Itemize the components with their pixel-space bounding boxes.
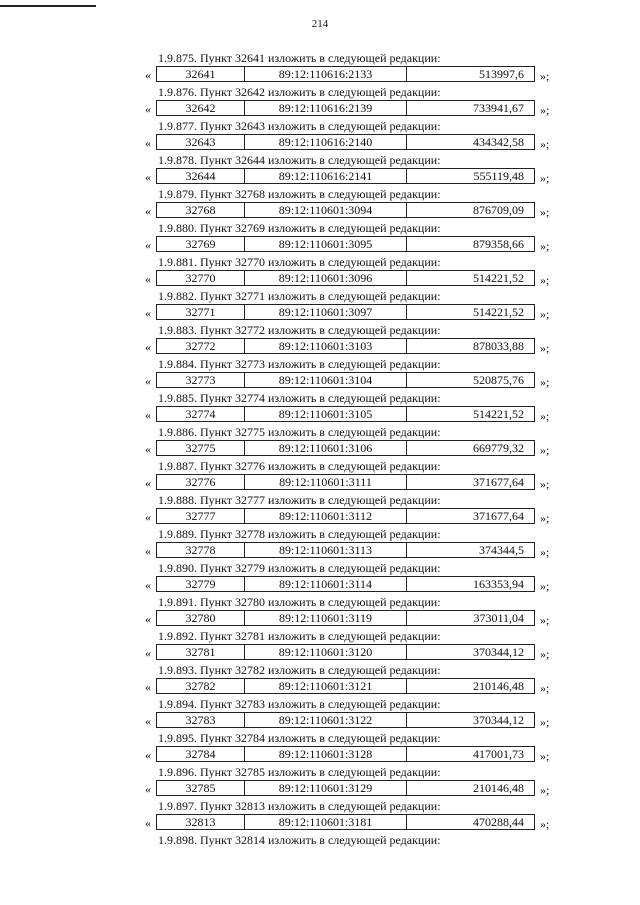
closing-quote: »;	[540, 307, 550, 321]
amendment-heading: 1.9.888. Пункт 32777 изложить в следующей редакции:	[158, 493, 441, 507]
item-number-cell: 32813	[157, 815, 245, 829]
opening-quote: «	[145, 170, 151, 184]
amendment-table-row	[156, 440, 535, 456]
amendment-entry	[0, 696, 640, 730]
cadastral-value-cell: 470288,44	[473, 815, 524, 829]
amendment-table-row	[156, 100, 535, 116]
cadastral-value-cell: 417001,73	[473, 747, 524, 761]
closing-quote: »;	[540, 239, 550, 253]
opening-quote: «	[145, 442, 151, 456]
cadastral-value-cell: 513997,6	[479, 67, 524, 81]
item-number-cell: 32644	[157, 169, 245, 183]
amendment-row	[0, 406, 640, 424]
closing-quote: »;	[540, 477, 550, 491]
amendment-row	[0, 746, 640, 764]
amendment-row	[0, 270, 640, 288]
amendment-heading: 1.9.894. Пункт 32783 изложить в следующей редакции:	[158, 697, 441, 711]
cadastral-number-cell: 89:12:110601:3112	[245, 509, 407, 523]
amendment-table-row	[156, 168, 535, 184]
closing-quote: »;	[540, 647, 550, 661]
amendment-row	[0, 610, 640, 628]
closing-quote: »;	[540, 341, 550, 355]
cadastral-value-cell: 514221,52	[473, 305, 524, 319]
amendment-table-row	[156, 678, 535, 694]
cadastral-number-cell: 89:12:110601:3095	[245, 237, 407, 251]
closing-quote: »;	[540, 171, 550, 185]
opening-quote: «	[145, 136, 151, 150]
amendment-heading: 1.9.896. Пункт 32785 изложить в следующей редакции:	[158, 765, 441, 779]
amendment-row	[0, 202, 640, 220]
amendment-entry	[0, 492, 640, 526]
item-number-cell: 32769	[157, 237, 245, 251]
cadastral-value-cell: 371677,64	[473, 475, 524, 489]
final-heading: 1.9.898. Пункт 32814 изложить в следующей редакции:	[158, 833, 441, 847]
opening-quote: «	[145, 714, 151, 728]
opening-quote: «	[145, 272, 151, 286]
amendment-row	[0, 678, 640, 696]
amendment-heading: 1.9.895. Пункт 32784 изложить в следующей редакции:	[158, 731, 441, 745]
item-number-cell: 32773	[157, 373, 245, 387]
amendment-entry	[0, 764, 640, 798]
amendment-table-row	[156, 746, 535, 762]
amendment-row	[0, 644, 640, 662]
amendment-row	[0, 304, 640, 322]
amendment-entry	[0, 424, 640, 458]
amendment-heading: 1.9.890. Пункт 32779 изложить в следующей редакции:	[158, 561, 441, 575]
amendment-row	[0, 576, 640, 594]
item-number-cell: 32771	[157, 305, 245, 319]
cadastral-value-cell: 733941,67	[473, 101, 524, 115]
amendment-entry	[0, 254, 640, 288]
closing-quote: »;	[540, 681, 550, 695]
amendment-table-row	[156, 134, 535, 150]
closing-quote: »;	[540, 783, 550, 797]
cadastral-value-cell: 210146,48	[473, 679, 524, 693]
opening-quote: «	[145, 646, 151, 660]
header-rule	[0, 0, 96, 7]
item-number-cell: 32643	[157, 135, 245, 149]
amendment-table-row	[156, 712, 535, 728]
amendment-table-row	[156, 304, 535, 320]
cadastral-number-cell: 89:12:110601:3129	[245, 781, 407, 795]
cadastral-value-cell: 374344,5	[479, 543, 524, 557]
cadastral-value-cell: 210146,48	[473, 781, 524, 795]
cadastral-value-cell: 878033,88	[473, 339, 524, 353]
amendment-row	[0, 508, 640, 526]
amendment-heading: 1.9.876. Пункт 32642 изложить в следующей редакции:	[158, 85, 441, 99]
amendment-table-row	[156, 474, 535, 490]
amendment-table-row	[156, 372, 535, 388]
amendment-row	[0, 134, 640, 152]
amendment-heading: 1.9.875. Пункт 32641 изложить в следующей редакции:	[158, 51, 441, 65]
amendment-heading: 1.9.884. Пункт 32773 изложить в следующей редакции:	[158, 357, 441, 371]
amendment-row	[0, 168, 640, 186]
item-number-cell: 32641	[157, 67, 245, 81]
opening-quote: «	[145, 238, 151, 252]
cadastral-value-cell: 373011,04	[473, 611, 524, 625]
amendment-row	[0, 66, 640, 84]
cadastral-number-cell: 89:12:110616:2133	[245, 67, 407, 81]
amendment-row	[0, 440, 640, 458]
amendment-table-row	[156, 576, 535, 592]
cadastral-value-cell: 555119,48	[473, 169, 524, 183]
amendment-entry	[0, 730, 640, 764]
amendment-table-row	[156, 338, 535, 354]
opening-quote: «	[145, 408, 151, 422]
cadastral-value-cell: 370344,12	[473, 645, 524, 659]
opening-quote: «	[145, 340, 151, 354]
amendment-entry	[0, 526, 640, 560]
cadastral-value-cell: 371677,64	[473, 509, 524, 523]
cadastral-value-cell: 514221,52	[473, 407, 524, 421]
amendment-heading: 1.9.877. Пункт 32643 изложить в следующей редакции:	[158, 119, 441, 133]
amendment-entry	[0, 118, 640, 152]
amendment-heading: 1.9.889. Пункт 32778 изложить в следующей редакции:	[158, 527, 441, 541]
page-number: 214	[311, 18, 329, 30]
amendment-row	[0, 474, 640, 492]
cadastral-number-cell: 89:12:110616:2141	[245, 169, 407, 183]
amendment-entry	[0, 288, 640, 322]
amendment-table-row	[156, 780, 535, 796]
amendment-entry	[0, 50, 640, 84]
cadastral-number-cell: 89:12:110601:3119	[245, 611, 407, 625]
cadastral-number-cell: 89:12:110601:3128	[245, 747, 407, 761]
amendment-heading: 1.9.885. Пункт 32774 изложить в следующей редакции:	[158, 391, 441, 405]
amendment-entry	[0, 152, 640, 186]
closing-quote: »;	[540, 103, 550, 117]
item-number-cell: 32642	[157, 101, 245, 115]
item-number-cell: 32772	[157, 339, 245, 353]
closing-quote: »;	[540, 545, 550, 559]
cadastral-value-cell: 514221,52	[473, 271, 524, 285]
closing-quote: »;	[540, 205, 550, 219]
item-number-cell: 32783	[157, 713, 245, 727]
amendment-row	[0, 780, 640, 798]
opening-quote: «	[145, 68, 151, 82]
opening-quote: «	[145, 510, 151, 524]
item-number-cell: 32782	[157, 679, 245, 693]
item-number-cell: 32777	[157, 509, 245, 523]
amendment-table-row	[156, 406, 535, 422]
item-number-cell: 32775	[157, 441, 245, 455]
amendment-heading: 1.9.880. Пункт 32769 изложить в следующей редакции:	[158, 221, 441, 235]
amendment-table-row	[156, 610, 535, 626]
item-number-cell: 32781	[157, 645, 245, 659]
opening-quote: «	[145, 782, 151, 796]
item-number-cell: 32779	[157, 577, 245, 591]
closing-quote: »;	[540, 579, 550, 593]
closing-quote: »;	[540, 511, 550, 525]
cadastral-number-cell: 89:12:110601:3106	[245, 441, 407, 455]
amendment-entry	[0, 390, 640, 424]
cadastral-number-cell: 89:12:110601:3111	[245, 475, 407, 489]
cadastral-number-cell: 89:12:110601:3113	[245, 543, 407, 557]
amendment-row	[0, 542, 640, 560]
closing-quote: »;	[540, 613, 550, 627]
closing-quote: »;	[540, 409, 550, 423]
amendment-entry	[0, 322, 640, 356]
amendment-entry	[0, 186, 640, 220]
item-number-cell: 32770	[157, 271, 245, 285]
opening-quote: «	[145, 612, 151, 626]
opening-quote: «	[145, 816, 151, 830]
amendment-row	[0, 814, 640, 832]
cadastral-number-cell: 89:12:110601:3105	[245, 407, 407, 421]
opening-quote: «	[145, 306, 151, 320]
amendment-row	[0, 236, 640, 254]
closing-quote: »;	[540, 273, 550, 287]
cadastral-number-cell: 89:12:110601:3094	[245, 203, 407, 217]
amendment-table-row	[156, 236, 535, 252]
cadastral-value-cell: 370344,12	[473, 713, 524, 727]
amendment-heading: 1.9.892. Пункт 32781 изложить в следующей редакции:	[158, 629, 441, 643]
cadastral-number-cell: 89:12:110601:3104	[245, 373, 407, 387]
amendment-heading: 1.9.883. Пункт 32772 изложить в следующей редакции:	[158, 323, 441, 337]
amendment-table-row	[156, 644, 535, 660]
opening-quote: «	[145, 374, 151, 388]
amendment-heading: 1.9.893. Пункт 32782 изложить в следующей редакции:	[158, 663, 441, 677]
amendment-entry	[0, 662, 640, 696]
cadastral-number-cell: 89:12:110601:3103	[245, 339, 407, 353]
closing-quote: »;	[540, 69, 550, 83]
cadastral-value-cell: 669779,32	[473, 441, 524, 455]
item-number-cell: 32784	[157, 747, 245, 761]
amendment-entry	[0, 84, 640, 118]
cadastral-value-cell: 434342,58	[473, 135, 524, 149]
amendment-heading: 1.9.886. Пункт 32775 изложить в следующей редакции:	[158, 425, 441, 439]
amendment-heading: 1.9.882. Пункт 32771 изложить в следующей редакции:	[158, 289, 441, 303]
amendment-table-row	[156, 542, 535, 558]
cadastral-value-cell: 879358,66	[473, 237, 524, 251]
cadastral-number-cell: 89:12:110601:3181	[245, 815, 407, 829]
cadastral-number-cell: 89:12:110601:3096	[245, 271, 407, 285]
cadastral-value-cell: 520875,76	[473, 373, 524, 387]
cadastral-value-cell: 163353,94	[473, 577, 524, 591]
closing-quote: »;	[540, 375, 550, 389]
amendment-entry	[0, 458, 640, 492]
amendment-table-row	[156, 270, 535, 286]
amendment-entry	[0, 798, 640, 832]
closing-quote: »;	[540, 817, 550, 831]
opening-quote: «	[145, 102, 151, 116]
amendment-heading: 1.9.878. Пункт 32644 изложить в следующей редакции:	[158, 153, 441, 167]
amendment-row	[0, 372, 640, 390]
amendment-heading: 1.9.887. Пункт 32776 изложить в следующей редакции:	[158, 459, 441, 473]
amendment-table-row	[156, 508, 535, 524]
amendment-row	[0, 338, 640, 356]
opening-quote: «	[145, 476, 151, 490]
cadastral-number-cell: 89:12:110616:2139	[245, 101, 407, 115]
amendment-heading: 1.9.891. Пункт 32780 изложить в следующей редакции:	[158, 595, 441, 609]
opening-quote: «	[145, 680, 151, 694]
item-number-cell: 32776	[157, 475, 245, 489]
amendment-entry	[0, 356, 640, 390]
item-number-cell: 32778	[157, 543, 245, 557]
amendment-heading: 1.9.897. Пункт 32813 изложить в следующей редакции:	[158, 799, 441, 813]
closing-quote: »;	[540, 749, 550, 763]
cadastral-number-cell: 89:12:110616:2140	[245, 135, 407, 149]
closing-quote: »;	[540, 715, 550, 729]
amendment-row	[0, 712, 640, 730]
item-number-cell: 32774	[157, 407, 245, 421]
item-number-cell: 32780	[157, 611, 245, 625]
opening-quote: «	[145, 544, 151, 558]
closing-quote: »;	[540, 137, 550, 151]
amendment-entry	[0, 220, 640, 254]
opening-quote: «	[145, 748, 151, 762]
amendment-row	[0, 100, 640, 118]
amendment-table-row	[156, 814, 535, 830]
amendment-table-row	[156, 66, 535, 82]
opening-quote: «	[145, 204, 151, 218]
amendment-table-row	[156, 202, 535, 218]
cadastral-value-cell: 876709,09	[473, 203, 524, 217]
cadastral-number-cell: 89:12:110601:3122	[245, 713, 407, 727]
closing-quote: »;	[540, 443, 550, 457]
cadastral-number-cell: 89:12:110601:3114	[245, 577, 407, 591]
opening-quote: «	[145, 578, 151, 592]
cadastral-number-cell: 89:12:110601:3097	[245, 305, 407, 319]
cadastral-number-cell: 89:12:110601:3120	[245, 645, 407, 659]
amendment-list	[0, 50, 640, 848]
amendment-entry	[0, 594, 640, 628]
item-number-cell: 32768	[157, 203, 245, 217]
amendment-entry	[0, 560, 640, 594]
amendment-heading: 1.9.879. Пункт 32768 изложить в следующей редакции:	[158, 187, 441, 201]
item-number-cell: 32785	[157, 781, 245, 795]
amendment-entry	[0, 628, 640, 662]
amendment-heading: 1.9.881. Пункт 32770 изложить в следующей редакции:	[158, 255, 441, 269]
cadastral-number-cell: 89:12:110601:3121	[245, 679, 407, 693]
